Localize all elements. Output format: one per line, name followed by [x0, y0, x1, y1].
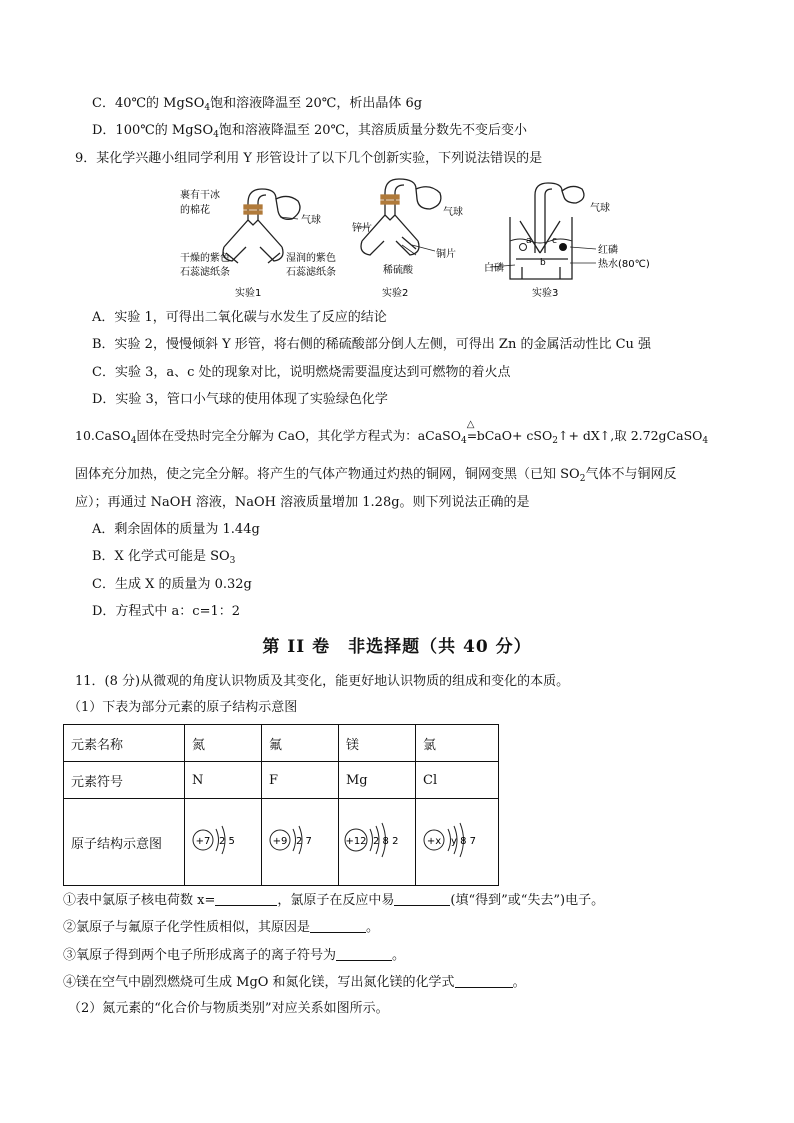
q10-line-2: 固体充分加热，使之完全分解。将产生的气体产物通过灼热的铜网，铜网变黑（已知 $SO_2$气体不与铜网反	[75, 467, 677, 484]
q11-subq-2: ②氯原子与氟原子化学性质相似，其原因是 。	[63, 920, 380, 935]
exp3-label-whitep: 白磷	[484, 263, 504, 274]
element-table	[63, 724, 499, 886]
table-row-name	[64, 725, 499, 762]
exp1-label-balloon: 气球	[301, 215, 321, 226]
exp1-label-dry2: 石蕊滤纸条	[180, 267, 230, 278]
answer-blank[interactable]	[455, 973, 513, 988]
svg-text:+9: +9	[272, 836, 288, 847]
table-cell: 氮	[185, 725, 262, 762]
exp1-label-wet1: 湿润的紫色	[286, 253, 336, 264]
table-cell: F	[262, 762, 339, 799]
table-cell: 镁	[339, 725, 416, 762]
exp1-label-wet2: 石蕊滤纸条	[286, 267, 336, 278]
q11-part1-intro: （1）下表为部分元素的原子结构示意图	[68, 700, 298, 715]
svg-text:2 5: 2 5	[219, 836, 235, 847]
table-cell: 氯	[416, 725, 499, 762]
exp1-caption: 实验1	[235, 288, 262, 299]
q9-option-a: A．实验 1，可得出二氧化碳与水发生了反应的结论	[92, 310, 387, 325]
q9-figure	[180, 175, 650, 305]
q8-option-d: D．100℃的 MgSO$_4$饱和溶液降温至 20℃，其溶质质量分数先不变后变小	[92, 123, 528, 140]
q10-option-a: A．剩余固体的质量为 1.44g	[92, 522, 260, 537]
svg-text:+7: +7	[195, 836, 211, 847]
table-cell: 元素符号	[64, 762, 185, 799]
table-cell: 元素名称	[64, 725, 185, 762]
experiment-2-diagram	[356, 179, 441, 255]
answer-blank[interactable]	[215, 891, 277, 906]
atom-diagram-mg	[339, 799, 416, 886]
experiment-1-diagram	[223, 189, 300, 263]
answer-blank[interactable]	[310, 918, 366, 933]
exp2-label-balloon: 气球	[443, 207, 463, 218]
q11-subq-4: ④镁在空气中剧烈燃烧可生成 MgO 和氮化镁，写出氮化镁的化学式 。	[63, 975, 526, 990]
q10-option-b: B．X 化学式可能是 $SO_3$	[92, 549, 236, 566]
exp2-label-zinc: 锌片	[352, 223, 372, 234]
heat-delta: △	[466, 419, 475, 430]
exp3-label-a: a	[526, 236, 532, 246]
q10-line-1: 10.CaSO$_4$固体在受热时完全分解为 CaO，其化学方程式为：aCaSO$_4$ △ =bCaO+ cSO$_2$↑+ dX↑,取 2.72gCaSO$_4$	[75, 427, 708, 450]
svg-text:+x: +x	[426, 836, 442, 847]
exp3-label-redp: 红磷	[598, 245, 618, 256]
q10-option-d: D．方程式中 a：c=1：2	[92, 604, 241, 619]
svg-text:2 7: 2 7	[296, 836, 312, 847]
atom-diagram-n	[185, 799, 262, 886]
q9-option-d: D．实验 3，管口小气球的使用体现了实验绿色化学	[92, 392, 388, 407]
q9-option-c: C．实验 3，a、c 处的现象对比，说明燃烧需要温度达到可燃物的着火点	[92, 365, 511, 380]
exp3-label-water: 热水(80℃)	[598, 259, 650, 270]
section-title: 第 II 卷 非选择题（共 40 分）	[262, 637, 532, 657]
q11-stem: 11．(8 分)从微观的角度认识物质及其变化，能更好地认识物质的组成和变化的本质。	[75, 674, 570, 689]
table-row-structure	[64, 799, 499, 886]
q11-subq-3: ③氧原子得到两个电子所形成离子的离子符号为 。	[63, 948, 406, 963]
exp2-label-copper: 铜片	[436, 249, 456, 260]
q11-subq-1: ①表中氯原子核电荷数 x= ，氯原子在反应中易 (填“得到”或“失去”)电子。	[63, 893, 605, 908]
q9-stem: 9．某化学兴趣小组同学利用 Y 形管设计了以下几个创新实验，下列说法错误的是	[75, 151, 543, 166]
exp2-caption: 实验2	[382, 288, 409, 299]
atom-diagram-f	[262, 799, 339, 886]
table-cell: 原子结构示意图	[64, 799, 185, 886]
answer-blank[interactable]	[394, 891, 450, 906]
table-cell: N	[185, 762, 262, 799]
table-cell: Mg	[339, 762, 416, 799]
answer-blank[interactable]	[336, 946, 392, 961]
svg-text:+12: +12	[345, 836, 367, 847]
exp1-label-dry1: 干燥的紫色	[180, 253, 230, 264]
svg-text:2 8 2: 2 8 2	[373, 836, 399, 847]
q10-option-c: C．生成 X 的质量为 0.32g	[92, 577, 252, 592]
q11-part2-intro: （2）氮元素的“化合价与物质类别”对应关系如图所示。	[68, 1001, 389, 1016]
q9-option-b: B．实验 2，慢慢倾斜 Y 形管，将右侧的稀硫酸部分倒人左侧，可得出 Zn 的金属活动性比 Cu 强	[92, 337, 652, 352]
q8-option-c: C．40℃的 MgSO$_4$饱和溶液降温至 20℃，析出晶体 6g	[92, 96, 423, 113]
atom-diagram-cl	[416, 799, 499, 886]
table-row-symbol	[64, 762, 499, 799]
exp1-label-dryice1: 裹有干冰	[180, 190, 220, 201]
svg-text:y 8 7: y 8 7	[451, 836, 476, 847]
q10-line-3: 应）；再通过 NaOH 溶液，NaOH 溶液质量增加 1.28g。则下列说法正确的是	[75, 495, 530, 510]
exp3-caption: 实验3	[532, 288, 559, 299]
exp3-label-b: b	[540, 258, 546, 268]
table-cell: Cl	[416, 762, 499, 799]
table-cell: 氟	[262, 725, 339, 762]
exp3-label-c: c	[552, 236, 557, 246]
exp3-label-balloon: 气球	[590, 203, 610, 214]
red-phosphorus-dot	[559, 243, 567, 251]
exp2-label-acid: 稀硫酸	[383, 265, 413, 276]
exp1-label-dryice2: 的棉花	[180, 205, 210, 216]
